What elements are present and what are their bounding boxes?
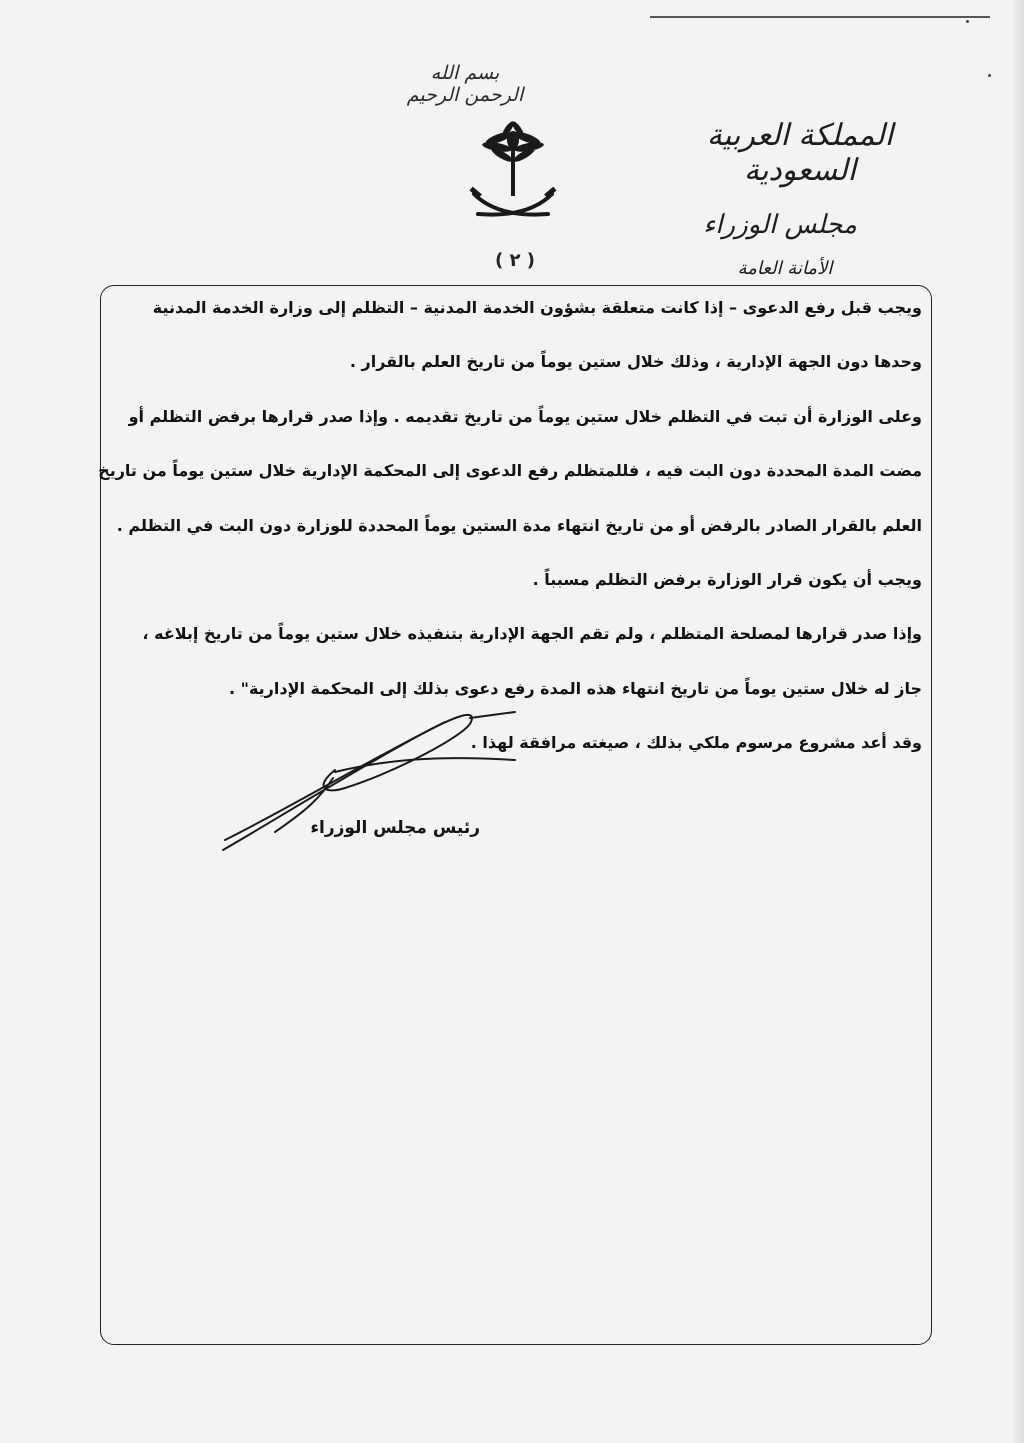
body-line: وإذا صدر قرارها لمصلحة المتظلم ، ولم تقم الجهة الإدارية بتنفيذه خلال ستين يوماً من تاريخ إبلاغه ، xyxy=(142,624,922,644)
body-line: وعلى الوزارة أن تبت في التظلم خلال ستين يوماً من تاريخ تقديمه . وإذا صدر قرارها برفض التظلم أو xyxy=(128,406,922,426)
scan-dot xyxy=(988,74,991,77)
signature-title: رئيس مجلس الوزراء xyxy=(310,818,480,838)
letterhead xyxy=(600,118,940,279)
body-line: ويجب أن يكون قرار الوزارة برفض التظلم مسبباً . xyxy=(532,569,922,589)
basmala: بسم الله الرحمن الرحيم xyxy=(406,62,524,106)
body-line: وحدها دون الجهة الإدارية ، وذلك خلال ستين يوماً من تاريخ العلم بالقرار . xyxy=(349,352,922,372)
paper-edge-line xyxy=(650,16,990,18)
secretariat-title: الأمانة العامة xyxy=(737,258,833,279)
body-line: جاز له خلال ستين يوماً من تاريخ انتهاء هذه المدة رفع دعوى بذلك إلى المحكمة الإدارية" . xyxy=(228,678,922,698)
scan-dot xyxy=(966,20,969,23)
body-line: مضت المدة المحددة دون البت فيه ، فللمتظلم رفع الدعوى إلى المحكمة الإدارية خلال ستين يوماً من تاريخ xyxy=(98,461,922,481)
kingdom-title: المملكة العربية السعودية xyxy=(706,118,894,188)
saudi-palm-swords-emblem-icon xyxy=(468,120,558,230)
body-line: العلم بالقرار الصادر بالرفض أو من تاريخ انتهاء مدة الستين يوماً المحددة للوزارة دون البت في التظلم . xyxy=(116,515,922,535)
handwritten-signature xyxy=(215,700,545,865)
body-line: ويجب قبل رفع الدعوى – إذا كانت متعلقة بشؤون الخدمة المدنية – التظلم إلى وزارة الخدمة المدنية xyxy=(152,298,922,317)
page-number: ( ٢ ) xyxy=(495,250,535,271)
body-line: وقد أعد مشروع مرسوم ملكي بذلك ، صيغته مرافقة لهذا . xyxy=(470,733,922,753)
document-body xyxy=(100,296,922,755)
paper-edge-shadow xyxy=(1012,0,1024,1443)
council-title: مجلس الوزراء xyxy=(703,210,857,240)
